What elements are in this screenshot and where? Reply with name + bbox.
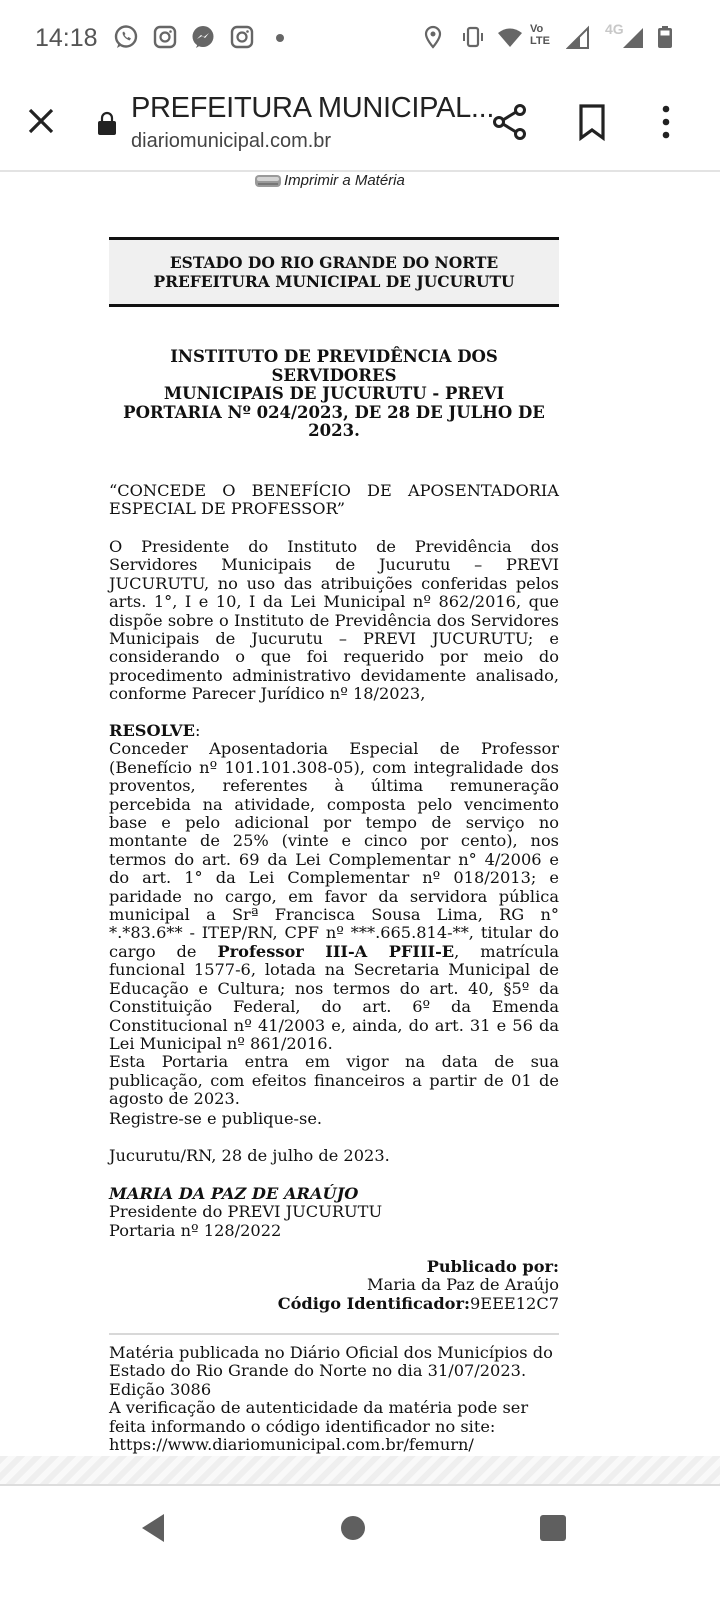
lock-icon [95, 110, 119, 136]
vibrate-icon [460, 24, 486, 50]
wifi-icon [497, 24, 523, 50]
job-title: Professor III-A PFIII-E [217, 941, 455, 961]
status-time: 14:18 [35, 24, 98, 52]
home-icon[interactable] [341, 1516, 365, 1540]
custom-tab-toolbar [0, 76, 720, 172]
resolve-section: RESOLVE: Conceder Aposentadoria Especial de Professor (Benefício nº 101.101.308-05), com integralidade dos proventos, referentes à última remuneração percebida na atividade, composta pelo vencimento base e pelo adicional por tempo de serviço no montante de 25% (vinte e cinco por cento), nos termos do art. 69 da Lei Complementar n° 4/2006 e do art. 1° da Lei Complementar nº 018/2013; e paridade no cargo, em favor da servidora pública municipal a Srª Francisca Sousa Lima, RG n° *.*83.6** - ITEP/RN, CPF nº ***.665.814-**, titular do cargo de Professor III-A PFIII-E, matrícula funcional 1577-6, lotada na Secretaria Municipal de Educação e Cultura; nos termos do art. 40, §5º da Constituição Federal, do art. 6º da Emenda Constitucional nº 41/2003 e, ainda, do art. 31 e 56 da Lei Municipal nº 861/2016. Esta Portaria entra em vigor na data de sua publicação, com efeitos financeiros a partir de 01 de agosto de 2023. [109, 721, 560, 1109]
share-icon[interactable] [490, 102, 530, 142]
page-url: diariomunicipal.com.br [131, 130, 332, 152]
state-name: ESTADO DO RIO GRANDE DO NORTE [169, 253, 499, 272]
resolve-paragraph: Conceder Aposentadoria Especial de Professor (Benefício nº 101.101.308-05), com integralidade dos proventos, referentes à última remuneração percebida na atividade, composta pelo vencimento base e pelo adicional por tempo de serviço no montante de 25% (vinte e cinco por cento), nos termos do art. 69 da Lei Complementar n° 4/2006 e do art. 1° da Lei Complementar nº 018/2013; e paridade no cargo, em favor da servidora pública municipal a Srª Francisca Sousa Lima, RG n° *.*83.6** - ITEP/RN, CPF nº ***.665.814-**, titular do cargo de Professor III-A PFIII-E, matrícula funcional 1577-6, lotada na Secretaria Municipal de Educação e Cultura; nos termos do art. 40, §5º da Constituição Federal, do art. 6º da Emenda Constitucional nº 41/2003 e, ainda, do art. 31 e 56 da Lei Municipal nº 861/2016. [109, 739, 560, 1053]
signal-icon [566, 24, 592, 50]
verification-url[interactable]: https://www.diariomunicipal.com.br/femurn/ [109, 1435, 474, 1455]
signer-role: Presidente do PREVI JUCURUTU [109, 1202, 383, 1222]
volte-icon: Vo LTE [530, 23, 550, 47]
preamble-paragraph: O Presidente do Instituto de Previdência dos Servidores Municipais de Jucurutu – PREVI JUCURUTU, no uso das atribuições conferidas pelos arts. 1°, I e 10, I da Lei Municipal nº 862/2016, que dispõe sobre o Instituto de Previdência dos Servidores Municipais de Jucurutu – PREVI JUCURUTU; e considerando o que foi requerido por meio do procedimento administrativo devidamente analisado, conforme Parecer Jurídico nº 18/2023, [109, 537, 559, 704]
status-bar [0, 0, 720, 76]
page-title: PREFEITURA MUNICIPAL... [131, 92, 495, 124]
signal-icon [621, 24, 647, 50]
publisher-name: Maria da Paz de Araújo [367, 1275, 559, 1295]
resolve-label: RESOLVE [109, 721, 195, 740]
place-date: Jucurutu/RN, 28 de julho de 2023. [109, 1146, 390, 1165]
verification-notice: A verificação de autenticidade da matéria pode ser feita informando o código identificador no site: [109, 1398, 529, 1436]
code-label: Código Identificador: [277, 1293, 470, 1313]
network-type-label: 4G [605, 21, 624, 37]
edition-number: Edição 3086 [109, 1379, 212, 1399]
messenger-icon [190, 24, 216, 50]
signature-block [109, 1185, 559, 1240]
footer-divider [109, 1333, 559, 1335]
whatsapp-icon [113, 24, 139, 50]
signer-portaria: Portaria nº 128/2022 [109, 1220, 282, 1240]
city-hall-name: PREFEITURA MUNICIPAL DE JUCURUTU [153, 272, 515, 291]
instagram-icon [229, 24, 255, 50]
more-vert-icon[interactable] [654, 102, 678, 142]
battery-icon [652, 24, 678, 50]
location-icon [420, 24, 446, 50]
more-notifications-dot-icon [276, 34, 284, 42]
published-by-label: Publicado por: [426, 1257, 559, 1276]
vigor-paragraph: Esta Portaria entra em vigor na data de sua publicação, com efeitos financeiros a partir de 01 de agosto de 2023. [109, 1052, 559, 1109]
bookmark-icon[interactable] [574, 102, 610, 142]
system-nav-bar [0, 1488, 720, 1600]
publication-footer [109, 1344, 569, 1454]
signer-name: MARIA DA PAZ DE ARAÚJO [109, 1184, 359, 1203]
instagram-icon [152, 24, 178, 50]
registre-paragraph: Registre-se e publique-se. [109, 1109, 323, 1128]
page-bottom-stripe [0, 1456, 720, 1486]
print-article-link[interactable] [254, 172, 405, 189]
ementa: “CONCEDE O BENEFÍCIO DE APOSENTADORIA ESPECIAL DE PROFESSOR” [109, 481, 559, 519]
printer-icon [254, 173, 282, 189]
document-title: INSTITUTO DE PREVIDÊNCIA DOS SERVIDORES MUNICIPAIS DE JUCURUTU - PREVI PORTARIA Nº 024/2023, DE 28 DE JULHO DE 2023. [123, 347, 545, 440]
recents-icon[interactable] [540, 1515, 566, 1541]
identifier-code: 9EEE12C7 [469, 1293, 559, 1313]
close-icon[interactable] [22, 102, 60, 140]
government-header [109, 237, 559, 307]
publication-notice: Matéria publicada no Diário Oficial dos Municípios do Estado do Rio Grande do Norte no dia 31/07/2023. [109, 1343, 553, 1381]
print-article-label: Imprimir a Matéria [284, 172, 405, 189]
back-icon[interactable] [140, 1513, 166, 1543]
published-by-block [109, 1258, 559, 1313]
